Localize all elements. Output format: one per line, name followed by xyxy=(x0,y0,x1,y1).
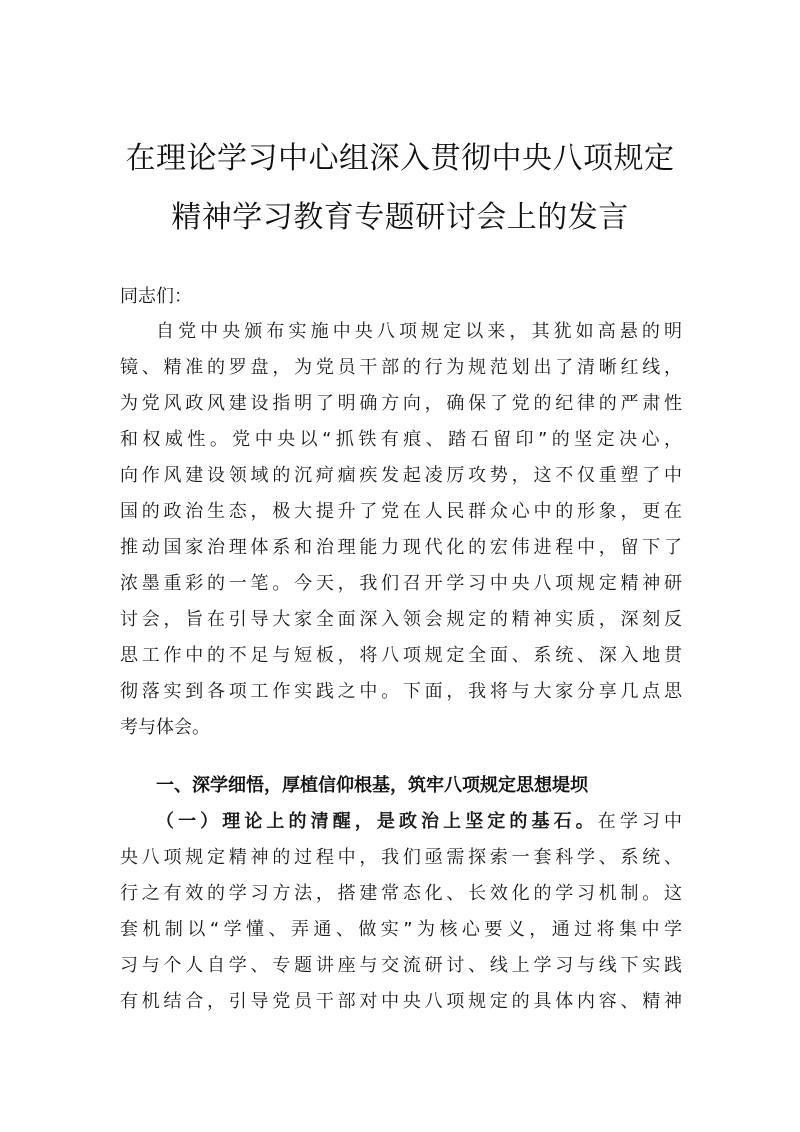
paragraph-line: 行之有效的学习方法，搭建常态化、长效化的学习机制。这 xyxy=(120,883,682,904)
subsection-heading: （一）理论上的清醒，是政治上坚定的基石。 xyxy=(156,811,598,832)
document-title-line-2: 精神学习教育专题研讨会上的发言 xyxy=(171,200,629,235)
paragraph-line: 思工作中的不足与短板，将八项规定全面、系统、深入地贯 xyxy=(120,645,682,666)
paragraph-line: 和权威性。党中央以“抓铁有痕、踏石留印”的坚定决心， xyxy=(120,429,682,450)
paragraph-line: 为党风政风建设指明了明确方向，确保了党的纪律的严肃性 xyxy=(120,393,682,414)
paragraph-line: 推动国家治理体系和治理能力现代化的宏伟进程中，留下了 xyxy=(120,537,682,558)
paragraph-line: 套机制以“学懂、弄通、做实”为核心要义，通过将集中学 xyxy=(120,919,682,940)
paragraph-line: 彻落实到各项工作实践之中。下面，我将与大家分享几点思 xyxy=(120,681,682,702)
paragraph-line: 讨会，旨在引导大家全面深入领会规定的精神实质，深刻反 xyxy=(120,609,682,630)
paragraph-line: 自党中央颁布实施中央八项规定以来，其犹如高悬的明 xyxy=(156,321,682,342)
paragraph-line: 央八项规定精神的过程中，我们亟需探索一套科学、系统、 xyxy=(120,847,682,868)
paragraph-line: 国的政治生态，极大提升了党在人民群众心中的形象，更在 xyxy=(120,501,682,522)
document-title-line-1: 在理论学习中心组深入贯彻中央八项规定 xyxy=(125,141,675,176)
paragraph-first-line xyxy=(156,804,682,840)
paragraph-text: 在学习中 xyxy=(597,811,683,832)
salutation: 同志们： xyxy=(120,286,192,307)
section-heading: 一、深学细悟，厚植信仰根基，筑牢八项规定思想堤坝 xyxy=(156,775,588,796)
paragraph-line: 有机结合，引导党员干部对中央八项规定的具体内容、精神 xyxy=(120,991,682,1012)
paragraph-line: 考与体会。 xyxy=(120,717,210,738)
paragraph-line: 习与个人自学、专题讲座与交流研讨、线上学习与线下实践 xyxy=(120,955,682,976)
paragraph-line: 向作风建设领域的沉疴痼疾发起凌厉攻势，这不仅重塑了中 xyxy=(120,465,682,486)
paragraph-line: 镜、精准的罗盘，为党员干部的行为规范划出了清晰红线， xyxy=(120,357,682,378)
paragraph-line: 浓墨重彩的一笔。今天，我们召开学习中央八项规定精神研 xyxy=(120,573,682,594)
